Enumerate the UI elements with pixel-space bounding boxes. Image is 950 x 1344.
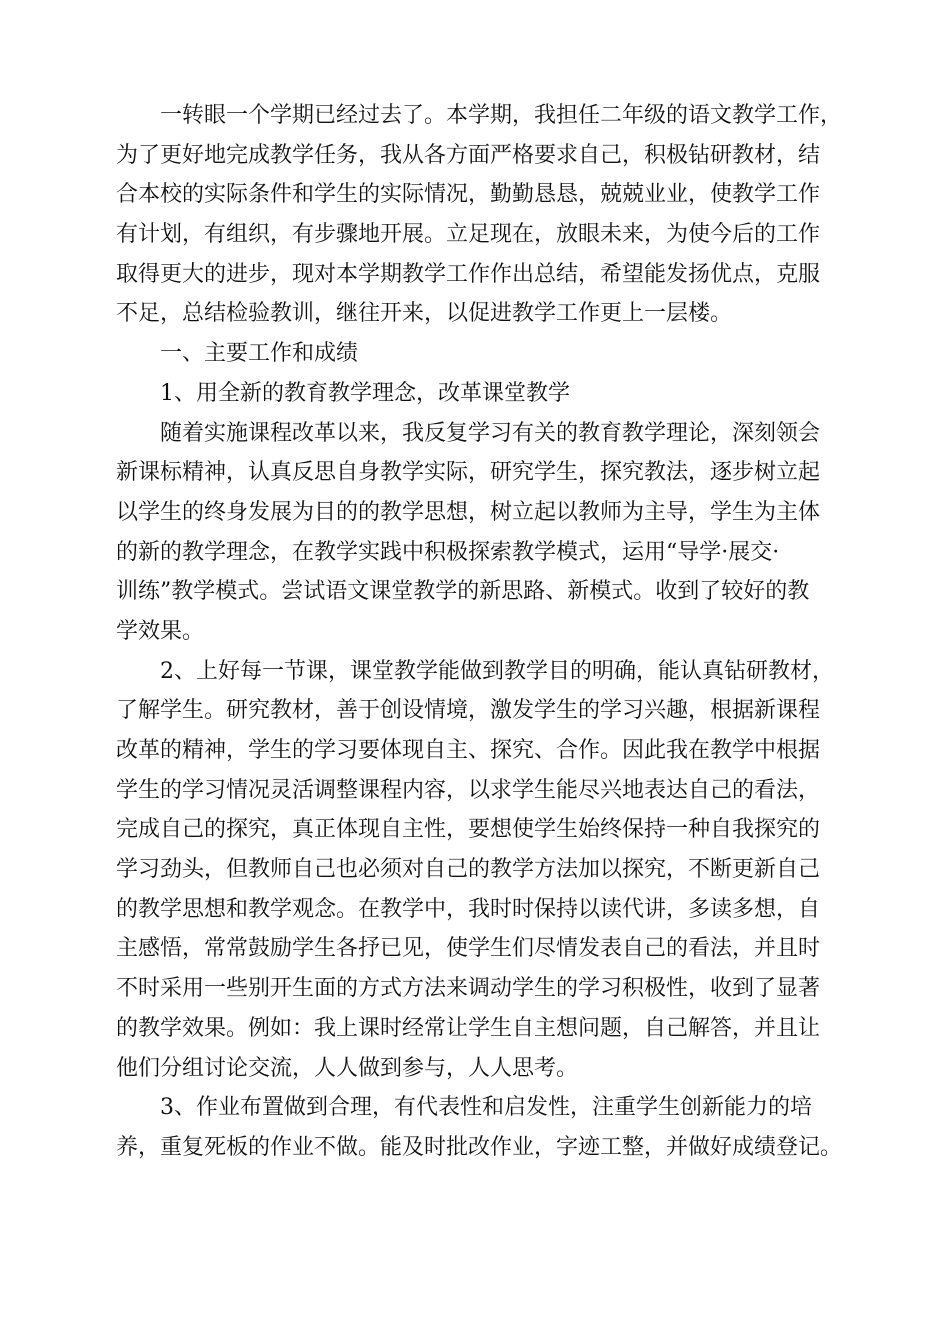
paragraph-line: 主感悟，常常鼓励学生各抒已见，使学生们尽情发表自己的看法，并且时 [116, 936, 821, 962]
paragraph-line: 学效果。 [116, 618, 205, 644]
paragraph-line: 完成自己的探究，真正体现自主性，要想使学生始终保持一种自我探究的 [116, 817, 821, 843]
paragraph-line: 养，重复死板的作业不做。能及时批改作业，字迹工整，并做好成绩登记。 [116, 1134, 843, 1160]
paragraph-line: 随着实施课程改革以来，我反复学习有关的教育教学理论，深刻领会 [160, 420, 821, 446]
paragraph-line: 的新的教学理念，在教学实践中积极探索教学模式，运用“导学·展交· [116, 539, 780, 565]
paragraph-line: 一转眼一个学期已经过去了。本学期，我担任二年级的语文教学工作， [160, 103, 843, 128]
subsection-heading: 1、用全新的教育教学理念，改革课堂教学 [160, 380, 570, 406]
paragraph-line: 不足，总结检验教训，继往开来，以促进教学工作更上一层楼。 [116, 301, 733, 327]
paragraph-line: 学生的学习情况灵活调整课程内容，以求学生能尽兴地表达自己的看法， [116, 777, 821, 803]
paragraph-line: 不时采用一些别开生面的方式方法来调动学生的学习积极性，收到了显著 [116, 976, 821, 1002]
document-body [116, 96, 846, 1168]
paragraph-line: 他们分组讨论交流，人人做到参与，人人思考。 [116, 1055, 579, 1081]
paragraph-line: 有计划，有组织，有步骤地开展。立足现在，放眼未来，为使今后的工作 [116, 222, 821, 248]
paragraph-line: 为了更好地完成教学任务，我从各方面严格要求自己，积极钻研教材，结 [116, 142, 821, 168]
paragraph-line: 取得更大的进步，现对本学期教学工作作出总结，希望能发扬优点，克服 [116, 261, 821, 287]
paragraph-line: 3、作业布置做到合理，有代表性和启发性，注重学生创新能力的培 [160, 1095, 812, 1121]
section-heading: 一、主要工作和成绩 [160, 341, 359, 367]
paragraph-line: 合本校的实际条件和学生的实际情况，勤勤恳恳，兢兢业业，使教学工作 [116, 182, 821, 208]
paragraph-line: 2、上好每一节课，课堂教学能做到教学目的明确，能认真钻研教材， [160, 658, 834, 684]
paragraph-line: 训练”教学模式。尝试语文课堂教学的新思路、新模式。收到了较好的教 [116, 579, 810, 605]
paragraph-line: 以学生的终身发展为目的的教学思想，树立起以教师为主导，学生为主体 [116, 499, 821, 525]
paragraph-line: 改革的精神，学生的学习要体现自主、探究、合作。因此我在教学中根据 [116, 738, 821, 763]
paragraph-line: 学习劲头，但教师自己也必须对自己的教学方法加以探究，不断更新自己 [116, 857, 821, 883]
paragraph-line: 新课标精神，认真反思自身教学实际，研究学生，探究教法，逐步树立起 [116, 460, 821, 486]
paragraph-line: 的教学思想和教学观念。在教学中，我时时保持以读代讲，多读多想，自 [116, 896, 821, 922]
paragraph-line: 了解学生。研究教材，善于创设情境，激发学生的学习兴趣，根据新课程 [116, 698, 821, 724]
paragraph-line: 的教学效果。例如：我上课时经常让学生自主想问题，自己解答，并且让 [116, 1015, 821, 1041]
